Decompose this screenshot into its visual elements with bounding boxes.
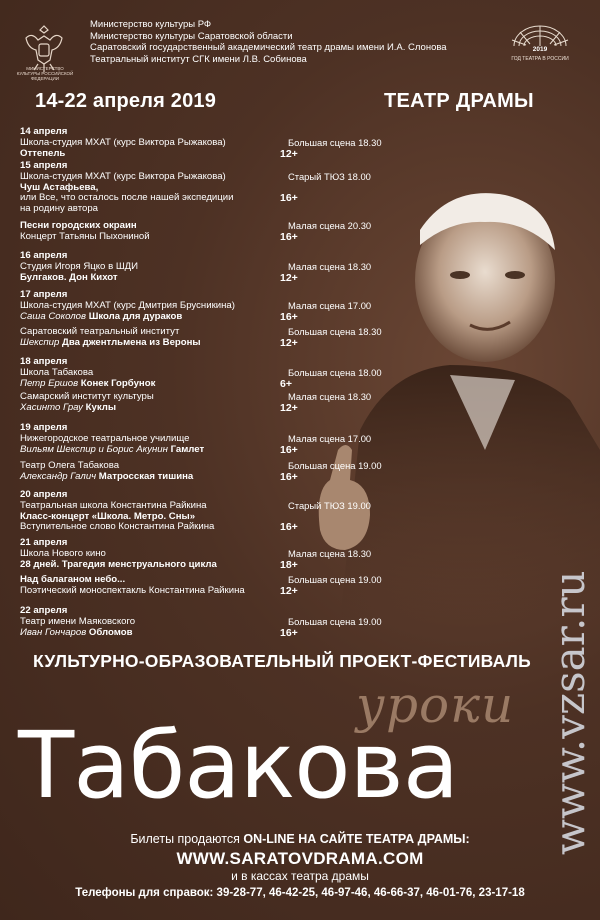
entry-title: Матросская тишина	[98, 470, 194, 482]
age-rating: 16+	[280, 230, 298, 243]
schedule-entry	[20, 392, 400, 414]
entry-author: Саша Соколов	[20, 310, 89, 322]
entry-author: Шекспир	[20, 336, 63, 348]
organizer-line: Министерство культуры Саратовской области	[90, 30, 293, 42]
entry-company: Школа Нового кино	[20, 547, 106, 559]
entry-title-line	[20, 273, 400, 284]
venue-time: Старый ТЮЗ 18.00	[288, 170, 371, 182]
age-rating: 18+	[280, 558, 298, 571]
entry-date: 19 апреля	[20, 422, 68, 433]
entry-title: Два джентльмена из Вероны	[62, 336, 201, 348]
age-rating: 16+	[280, 192, 298, 205]
entry-title: Обломов	[88, 626, 133, 638]
year-of-theatre-logo	[508, 24, 572, 84]
entry-title-line	[20, 560, 400, 571]
venue-time: Малая сцена 18.30	[288, 260, 372, 272]
organizer-line: Министерство культуры РФ	[90, 19, 212, 30]
entry-date: 18 апреля	[20, 356, 68, 367]
entry-company: Театральная школа Константина Райкина	[20, 499, 207, 511]
age-rating: 12+	[280, 401, 298, 414]
entry-title: 28 дней.	[20, 558, 60, 570]
entry-title: Гамлет	[170, 443, 205, 455]
entry-title-line	[20, 445, 400, 456]
venue-time: Старый ТЮЗ 19.00	[288, 499, 371, 511]
theatre-fan-icon	[508, 24, 572, 48]
venue-time: Малая сцена 17.00	[288, 299, 372, 311]
entry-company: Нижегородское театральное училище	[20, 432, 190, 444]
entry-title-line	[20, 472, 400, 483]
tickets-prefix: Билеты продаются	[130, 832, 244, 846]
theatre-name: ТЕАТР ДРАМЫ	[384, 90, 534, 112]
entry-date: 16 апреля	[20, 250, 68, 261]
age-rating: 12+	[280, 336, 298, 349]
entry-title: Над балаганом небо...	[20, 574, 126, 585]
schedule-entry	[20, 461, 400, 483]
entry-title-line	[20, 149, 400, 160]
schedule-entry	[20, 490, 400, 533]
entry-company: Саратовский театральный институт	[20, 326, 180, 337]
entry-date: 17 апреля	[20, 289, 68, 300]
organizers-list	[90, 19, 447, 65]
entry-title: Конек Горбунок	[80, 377, 156, 389]
entry-title-line	[20, 628, 400, 639]
entry-title-line	[20, 312, 400, 323]
entry-title: Школа для дураков	[88, 310, 183, 322]
age-rating: 16+	[280, 521, 298, 534]
title-uroki: уроки	[356, 676, 515, 734]
entry-company: Театр Олега Табакова	[20, 460, 120, 471]
age-rating: 12+	[280, 584, 298, 597]
schedule-entry	[20, 423, 400, 455]
venue-time: Малая сцена 18.30	[288, 547, 372, 559]
entry-date: 15 апреля	[20, 160, 68, 171]
phone-numbers: Телефоны для справок: 39-28-77, 46-42-25, 46-97-46, 46-66-37, 46-01-76, 23-17-18	[75, 887, 525, 899]
schedule-entry	[20, 221, 400, 243]
entry-title: Куклы	[85, 401, 117, 413]
entry-title: Булгаков. Дон Кихот	[20, 271, 118, 283]
entry-note: Концерт Татьяны Пыхониной	[20, 230, 150, 242]
venue-time: Малая сцена 20.30	[288, 220, 372, 231]
age-rating: 12+	[280, 271, 298, 284]
entry-title: Песни городских окраин	[20, 220, 137, 231]
entry-date: 21 апреля	[20, 537, 68, 548]
organizer-line: Театральный институт СГК имени Л.В. Собинова	[90, 53, 307, 65]
entry-author: Иван Гончаров	[20, 626, 89, 638]
schedule-entry	[20, 357, 400, 389]
age-rating: 16+	[280, 310, 298, 323]
venue-time: Большая сцена 18.00	[288, 366, 382, 378]
watermark: www.vzsar.ru	[545, 570, 594, 855]
entry-company: Школа-студия МХАТ (курс Виктора Рыжакова)	[20, 170, 226, 182]
website-link[interactable]: WWW.SARATOVDRAMA.COM	[176, 849, 424, 868]
festival-dates: 14-22 апреля 2019	[35, 90, 217, 112]
age-rating: 12+	[280, 147, 298, 160]
entry-title: Чуш Астафьева,	[20, 181, 99, 193]
entry-date: 14 апреля	[20, 126, 68, 137]
tickets-info	[0, 832, 600, 846]
project-title: КУЛЬТУРНО-ОБРАЗОВАТЕЛЬНЫЙ ПРОЕКТ-ФЕСТИВАЛЬ	[33, 651, 531, 671]
entry-date: 22 апреля	[20, 605, 68, 616]
entry-company: Школа Табакова	[20, 366, 94, 378]
schedule-entry	[20, 290, 400, 322]
entry-title: Класс-концерт «Школа. Метро. Сны»	[20, 510, 196, 522]
box-office-note: и в кассах театра драмы	[231, 869, 369, 883]
entry-date: 20 апреля	[20, 489, 68, 500]
entry-note: Поэтический моноспектакль Константина Райкина	[20, 584, 245, 596]
venue-time: Большая сцена 19.00	[288, 615, 382, 627]
schedule-entry	[20, 606, 400, 638]
year-logo-caption: ГОД ТЕАТРА В РОССИИ	[511, 56, 569, 62]
year-logo-number: 2019	[532, 46, 548, 53]
tickets-online: ON-LINE НА САЙТЕ ТЕАТРА ДРАМЫ:	[243, 832, 470, 846]
entry-author: Петр Ершов	[20, 377, 81, 389]
entry-note: Вступительное слово Константина Райкина	[20, 521, 215, 533]
title-tabakova: Табакова	[18, 712, 459, 819]
venue-time: Малая сцена 17.00	[288, 432, 372, 444]
venue-time: Малая сцена 18.30	[288, 391, 372, 402]
entry-title-line	[20, 338, 400, 349]
schedule-entry	[20, 538, 400, 570]
age-rating: 6+	[280, 377, 292, 390]
schedule-entry	[20, 575, 400, 597]
venue-time: Большая сцена 19.00	[288, 574, 382, 585]
age-rating: 16+	[280, 470, 298, 483]
entry-company: Школа-студия МХАТ (курс Дмитрия Брусникина)	[20, 299, 235, 311]
entry-title: Оттепель	[20, 147, 66, 159]
entry-company: Школа-студия МХАТ (курс Виктора Рыжакова)	[20, 136, 226, 148]
schedule-entry	[20, 327, 400, 349]
entry-note: на родину автора	[20, 203, 98, 215]
schedule-entry	[20, 251, 400, 283]
entry-title-line	[20, 379, 400, 390]
entry-title-line	[20, 403, 400, 414]
entry-company: Театр имени Маяковского	[20, 615, 136, 627]
schedule-entry	[20, 161, 400, 215]
organizer-line: Саратовский государственный академический театр драмы имени И.А. Слонова	[90, 42, 447, 53]
age-rating: 16+	[280, 443, 298, 456]
entry-author: Хасинто Грау	[20, 401, 86, 413]
venue-time: Большая сцена 18.30	[288, 136, 382, 148]
entry-author: Вильям Шекспир и Борис Акунин	[20, 443, 171, 455]
venue-time: Большая сцена 19.00	[288, 460, 382, 471]
entry-note: или Все, что осталось после нашей экспедиции	[20, 192, 234, 204]
venue-time: Большая сцена 18.30	[288, 326, 382, 337]
entry-company: Самарский институт культуры	[20, 391, 154, 402]
emblem-caption: МИНИСТЕРСТВО КУЛЬТУРЫ РОССИЙСКОЙ ФЕДЕРАЦИИ	[16, 66, 74, 81]
entry-title-tail: Трагедия менструального цикла	[59, 558, 217, 570]
schedule-entry	[20, 127, 400, 159]
age-rating: 16+	[280, 626, 298, 639]
entry-company: Студия Игоря Яцко в ШДИ	[20, 260, 139, 272]
entry-author: Александр Галич	[20, 470, 99, 482]
